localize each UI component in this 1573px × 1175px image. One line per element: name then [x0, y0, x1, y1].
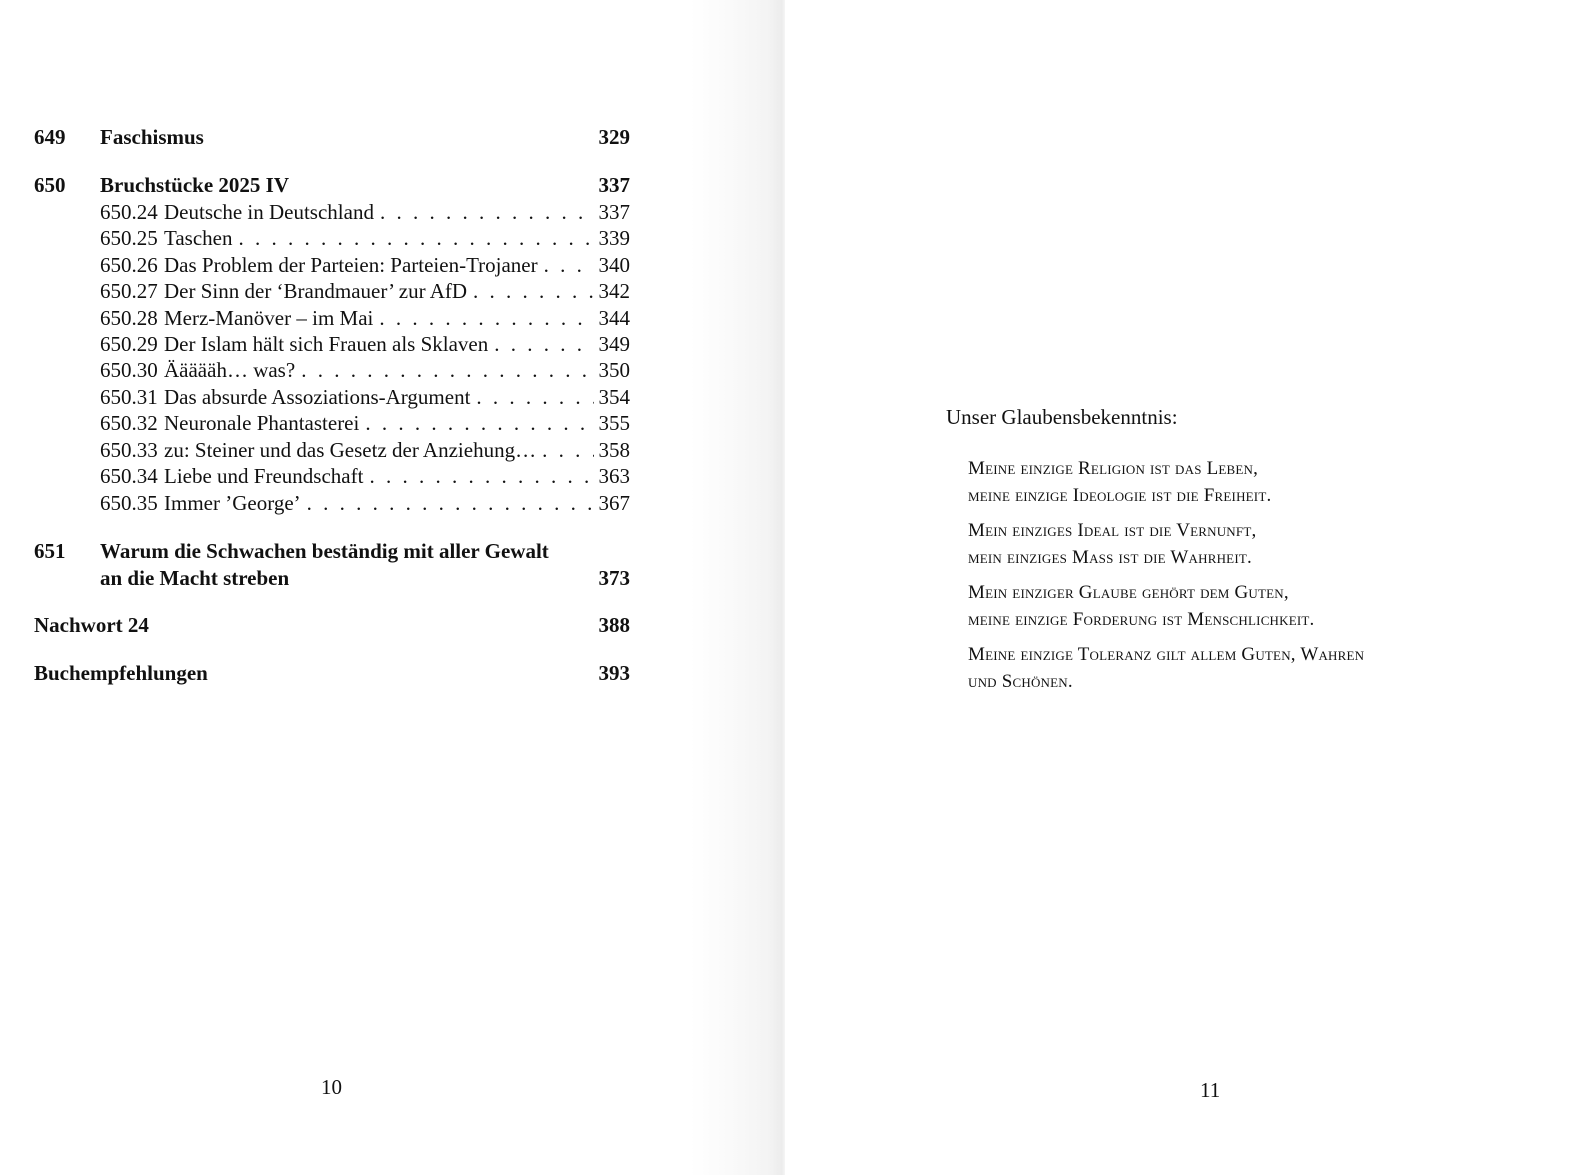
- section-title: Immer ’George’: [164, 491, 301, 515]
- chapter-page: 337: [598, 173, 630, 197]
- chapter-page: 373: [598, 566, 630, 590]
- creed-line: Mein einziges Ideal ist die Vernunft,: [968, 520, 1257, 541]
- creed-line: und Schönen.: [968, 670, 1073, 692]
- section-title: Der Islam hält sich Frauen als Sklaven: [164, 332, 489, 356]
- dot-leader: [494, 331, 594, 357]
- right-page: [785, 0, 1573, 1175]
- section-title: Deutsche in Deutschland: [164, 200, 374, 224]
- toc-section-650-25[interactable]: [100, 225, 630, 251]
- toc-section-650-26[interactable]: [100, 252, 630, 278]
- section-page: 350: [598, 358, 630, 382]
- section-number: 650.32: [100, 411, 158, 435]
- creed-heading: Unser Glaubensbekenntnis:: [946, 405, 1178, 429]
- toc-section-650-32[interactable]: [100, 410, 630, 436]
- section-number: 650.28: [100, 306, 158, 330]
- chapter-title-line1: Warum die Schwachen beständig mit aller Gewalt: [100, 539, 549, 563]
- section-number: 650.35: [100, 491, 158, 515]
- dot-leader: [369, 463, 594, 489]
- creed-stanza: [968, 642, 1508, 695]
- dot-leader: [473, 278, 594, 304]
- section-title: Liebe und Freundschaft: [164, 464, 364, 488]
- chapter-title: Bruchstücke 2025 IV: [100, 173, 290, 197]
- left-page: [0, 0, 785, 1175]
- section-page: 340: [598, 253, 630, 277]
- backmatter-page: 388: [598, 613, 630, 637]
- creed-line: Meine einzige Toleranz gilt allem Guten, Wahren: [968, 644, 1365, 665]
- dot-leader: [476, 384, 594, 410]
- section-number: 650.24: [100, 200, 158, 224]
- toc-section-650-24[interactable]: [100, 199, 630, 225]
- section-title: zu: Steiner und das Gesetz der Anziehung…: [164, 438, 537, 462]
- section-page: 355: [598, 411, 630, 435]
- dot-leader: [365, 410, 594, 436]
- creed-stanza: [968, 580, 1508, 633]
- creed-line: Mein einziger Glaube gehört dem Guten,: [968, 582, 1289, 603]
- section-page: 344: [598, 306, 630, 330]
- page-number-left: 10: [321, 1075, 342, 1099]
- section-title: Das Problem der Parteien: Parteien-Trojaner: [164, 253, 538, 277]
- creed-line: meine einzige Forderung ist Menschlichkeit.: [968, 608, 1315, 630]
- toc-buchempfehlungen[interactable]: [34, 660, 630, 686]
- section-page: 358: [598, 438, 630, 462]
- toc-chapter-651[interactable]: [34, 538, 630, 564]
- toc-section-650-29[interactable]: [100, 331, 630, 357]
- section-number: 650.29: [100, 332, 158, 356]
- dot-leader: [239, 225, 595, 251]
- section-page: 363: [598, 464, 630, 488]
- backmatter-page: 393: [598, 661, 630, 685]
- section-number: 650.26: [100, 253, 158, 277]
- dot-leader: [380, 199, 594, 225]
- dot-leader: [379, 305, 594, 331]
- page-number-right: 11: [1200, 1078, 1221, 1102]
- creed-stanza: [968, 456, 1508, 509]
- creed-line: Meine einzige Religion ist das Leben,: [968, 458, 1259, 479]
- toc-chapter-650[interactable]: [34, 172, 630, 198]
- section-page: 339: [598, 226, 630, 250]
- section-title: Der Sinn der ‘Brandmauer’ zur AfD: [164, 279, 468, 303]
- dot-leader: [301, 357, 594, 383]
- dot-leader: [307, 490, 594, 516]
- section-number: 650.25: [100, 226, 158, 250]
- creed-line: meine einzige Ideologie ist die Freiheit.: [968, 484, 1272, 506]
- toc-section-650-30[interactable]: [100, 357, 630, 383]
- toc-section-650-35[interactable]: [100, 490, 630, 516]
- section-number: 650.31: [100, 385, 158, 409]
- section-number: 650.30: [100, 358, 158, 382]
- creed-stanza: [968, 518, 1508, 571]
- toc-section-650-31[interactable]: [100, 384, 630, 410]
- toc-section-650-28[interactable]: [100, 305, 630, 331]
- section-page: 337: [598, 200, 630, 224]
- chapter-page: 329: [598, 125, 630, 149]
- chapter-title-line2: an die Macht streben: [100, 566, 290, 590]
- toc-chapter-649[interactable]: [34, 124, 630, 150]
- section-title: Äääääh… was?: [164, 358, 296, 382]
- dot-leader: [542, 437, 594, 463]
- chapter-number: 649: [34, 125, 66, 149]
- chapter-number: 651: [34, 539, 66, 563]
- section-number: 650.27: [100, 279, 158, 303]
- section-title: Taschen: [164, 226, 233, 250]
- toc-section-650-33[interactable]: [100, 437, 630, 463]
- section-title: Merz-Manöver – im Mai: [164, 306, 374, 330]
- section-page: 354: [598, 385, 630, 409]
- section-page: 367: [598, 491, 630, 515]
- backmatter-title: Nachwort 24: [34, 613, 149, 637]
- chapter-title: Faschismus: [100, 125, 204, 149]
- toc-nachwort[interactable]: [34, 612, 630, 638]
- section-title: Das absurde Assoziations-Argument: [164, 385, 471, 409]
- toc-section-650-27[interactable]: [100, 278, 630, 304]
- section-number: 650.34: [100, 464, 158, 488]
- creed-line: mein einziges Mass ist die Wahrheit.: [968, 546, 1252, 568]
- chapter-number: 650: [34, 173, 66, 197]
- section-number: 650.33: [100, 438, 158, 462]
- section-page: 349: [598, 332, 630, 356]
- creed-text: [968, 456, 1508, 704]
- section-title: Neuronale Phantasterei: [164, 411, 360, 435]
- dot-leader: [544, 252, 594, 278]
- toc-chapter-651-cont[interactable]: [34, 565, 630, 591]
- backmatter-title: Buchempfehlungen: [34, 661, 208, 685]
- toc-section-650-34[interactable]: [100, 463, 630, 489]
- section-page: 342: [598, 279, 630, 303]
